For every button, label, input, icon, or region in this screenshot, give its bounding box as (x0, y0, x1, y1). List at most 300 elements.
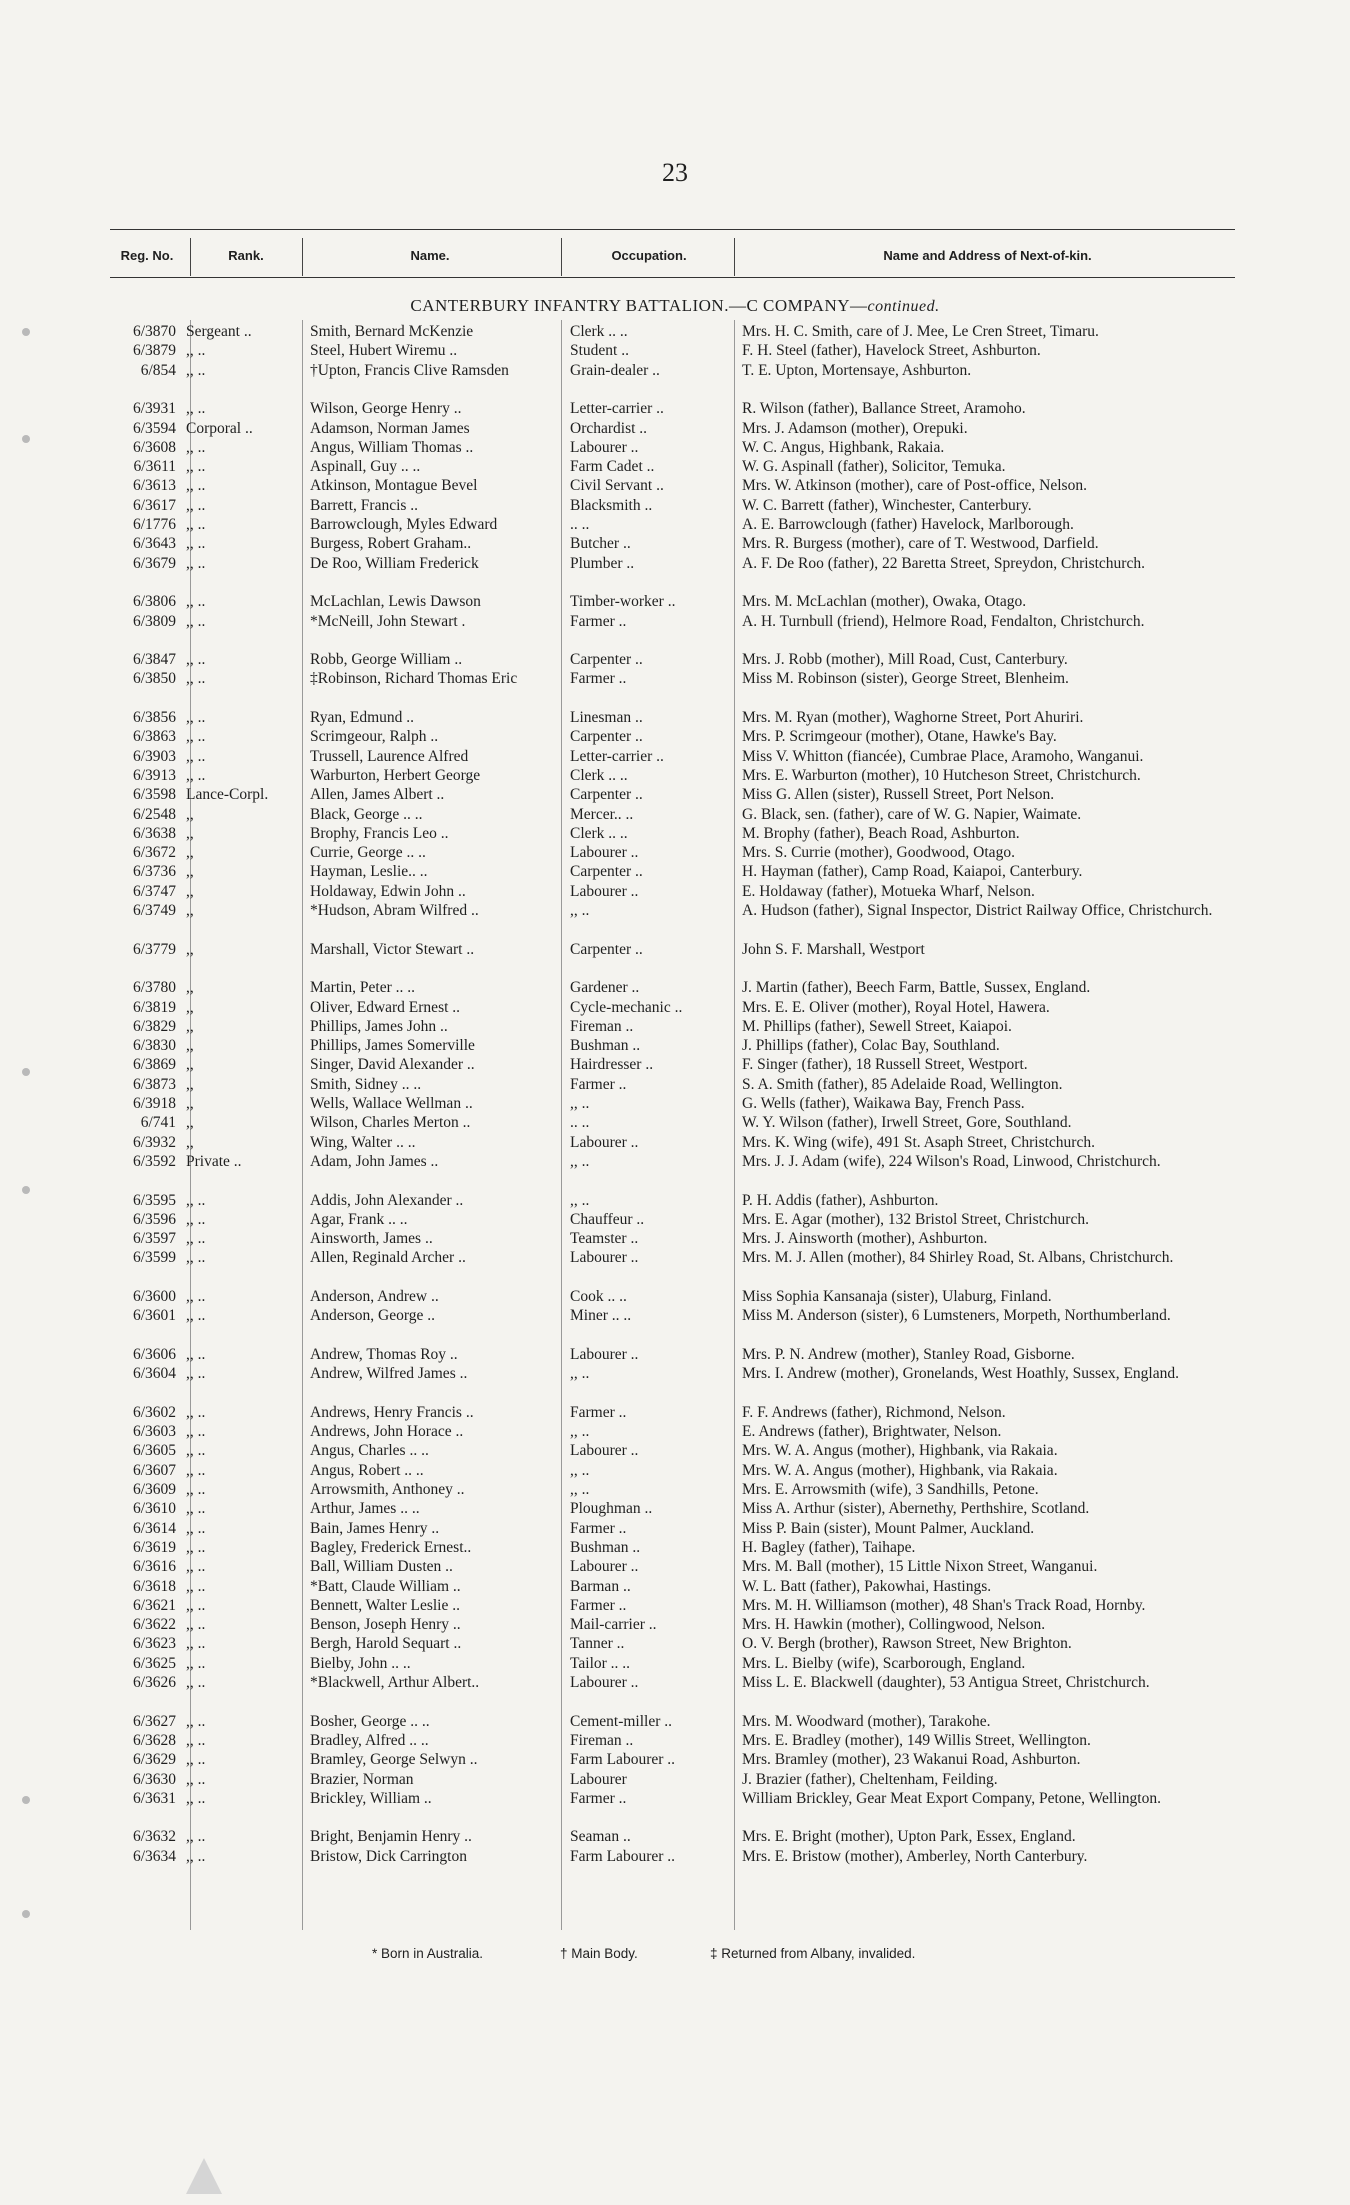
occupation-cell: Tailor .. .. (570, 1654, 631, 1672)
next-of-kin-cell: Mrs. E. Warburton (mother), 10 Hutcheson Street, Christchurch. (742, 766, 1141, 784)
occupation-cell: Carpenter .. (570, 651, 643, 669)
occupation-cell: Letter-carrier .. (570, 747, 664, 765)
name-cell: Bramley, George Selwyn .. (310, 1751, 478, 1769)
occupation-cell: Cement-miller .. (570, 1712, 673, 1730)
name-cell: Holdaway, Edwin John .. (310, 882, 466, 900)
next-of-kin-cell: A. E. Barrowclough (father) Havelock, Marlborough. (742, 516, 1074, 533)
name-cell: Wing, Walter .. .. (310, 1133, 416, 1151)
page-number: 23 (662, 158, 688, 187)
rank-cell: ,, .. (186, 361, 206, 379)
name-cell: Bergh, Harold Sequart .. (310, 1635, 462, 1653)
header-separator (190, 238, 191, 276)
occupation-cell: Bushman .. (570, 1037, 641, 1055)
name-cell: Bosher, George .. .. (310, 1712, 430, 1730)
occupation-cell: Miner .. .. (570, 1307, 632, 1325)
header-bottom-rule (110, 277, 1235, 278)
reg-no-cell: 6/3931 (132, 400, 176, 418)
occupation-cell: Civil Servant .. (570, 477, 664, 495)
occupation-cell: Tanner .. (570, 1635, 625, 1653)
rank-cell: ,, .. (186, 670, 206, 688)
name-cell: Andrews, John Horace .. (310, 1423, 464, 1441)
reg-no-cell: 6/3603 (132, 1423, 176, 1441)
name-cell: Anderson, George .. (310, 1307, 435, 1325)
reg-no-cell: 6/3600 (132, 1288, 176, 1305)
name-cell: Marshall, Victor Stewart .. (310, 940, 475, 958)
reg-no-cell: 6/3616 (132, 1558, 176, 1576)
header-top-rule (110, 229, 1235, 230)
rank-cell: ,, .. (186, 1577, 206, 1595)
column-rule (302, 320, 303, 1930)
name-cell: Steel, Hubert Wiremu .. (310, 342, 458, 360)
occupation-cell: Butcher .. (570, 535, 631, 553)
name-cell: Warburton, Herbert George (310, 766, 481, 784)
rank-cell: ,, .. (186, 1828, 206, 1846)
reg-no-cell: 6/3631 (132, 1789, 176, 1807)
punch-hole-mark (22, 1068, 30, 1076)
reg-no-cell: 6/3819 (132, 998, 176, 1016)
reg-no-cell: 6/3780 (132, 979, 176, 997)
reg-no-cell: 6/3903 (132, 747, 176, 765)
rank-cell: ,, (186, 805, 194, 823)
next-of-kin-cell: Mrs. W. A. Angus (mother), Highbank, via Rakaia. (742, 1442, 1058, 1460)
next-of-kin-cell: A. F. De Roo (father), 22 Baretta Street, Spreydon, Christchurch. (742, 554, 1145, 572)
rank-cell: ,, .. (186, 1596, 206, 1614)
name-cell: Martin, Peter .. .. (310, 979, 416, 997)
column-header-occupation: Occupation. (611, 248, 687, 263)
rank-cell: ,, .. (186, 535, 206, 553)
name-cell: Black, George .. .. (310, 805, 423, 823)
name-cell: Agar, Frank .. .. (310, 1210, 408, 1228)
next-of-kin-cell: W. C. Barrett (father), Winchester, Canterbury. (742, 496, 1032, 514)
name-cell: Arthur, James .. .. (310, 1500, 420, 1518)
rank-cell: ,, .. (186, 1191, 206, 1209)
name-cell: *McNeill, John Stewart . (310, 612, 466, 630)
occupation-cell: Mail-carrier .. (570, 1616, 657, 1634)
occupation-cell: Linesman .. (570, 709, 643, 726)
occupation-cell: Ploughman .. (570, 1500, 653, 1518)
name-cell: De Roo, William Frederick (310, 554, 479, 572)
rank-cell: ,, .. (186, 1654, 206, 1672)
rank-cell: ,, .. (186, 1230, 206, 1248)
column-header-reg-no: Reg. No. (120, 248, 174, 263)
next-of-kin-cell: Mrs. J. Adamson (mother), Orepuki. (742, 419, 968, 437)
occupation-cell: Fireman .. (570, 1731, 634, 1749)
rank-cell: ,, .. (186, 612, 206, 630)
rank-cell: ,, .. (186, 728, 206, 746)
next-of-kin-cell: G. Black, sen. (father), care of W. G. Napier, Waimate. (742, 805, 1082, 823)
rank-cell: ,, (186, 902, 194, 919)
name-cell: Anderson, Andrew .. (310, 1288, 439, 1305)
reg-no-cell: 6/3622 (132, 1616, 176, 1634)
rank-cell: ,, (186, 882, 194, 900)
rank-cell: ,, .. (186, 554, 206, 572)
rank-cell: ,, .. (186, 747, 206, 765)
name-cell: Robb, George William .. (310, 651, 463, 669)
rank-cell: ,, (186, 1075, 194, 1093)
reg-no-cell: 6/3623 (132, 1635, 176, 1653)
occupation-cell: Labourer .. (570, 1133, 639, 1151)
next-of-kin-cell: E. Holdaway (father), Motueka Wharf, Nelson. (742, 882, 1035, 900)
next-of-kin-cell: Mrs. W. Atkinson (mother), care of Post-office, Nelson. (742, 477, 1087, 495)
next-of-kin-cell: Mrs. J. Robb (mother), Mill Road, Cust, Canterbury. (742, 651, 1068, 669)
occupation-cell: Carpenter .. (570, 940, 643, 958)
reg-no-cell: 6/3628 (132, 1731, 176, 1749)
next-of-kin-cell: Mrs. P. N. Andrew (mother), Stanley Road, Gisborne. (742, 1345, 1075, 1363)
reg-no-cell: 6/3604 (132, 1365, 176, 1383)
next-of-kin-cell: William Brickley, Gear Meat Export Company, Petone, Wellington. (742, 1789, 1161, 1807)
reg-no-cell: 6/3638 (132, 824, 176, 842)
rank-cell: ,, (186, 1037, 194, 1055)
occupation-cell: Farmer .. (570, 1403, 627, 1421)
occupation-cell: Student .. (570, 342, 629, 360)
rank-cell: ,, (186, 1017, 194, 1035)
name-cell: Currie, George .. .. (310, 844, 426, 862)
rank-cell: ,, .. (186, 516, 206, 533)
next-of-kin-cell: M. Brophy (father), Beach Road, Ashburton. (742, 824, 1020, 842)
name-cell: Bright, Benjamin Henry .. (310, 1828, 472, 1846)
next-of-kin-cell: J. Brazier (father), Cheltenham, Feilding. (742, 1770, 998, 1788)
name-cell: Barrett, Francis .. (310, 496, 419, 514)
occupation-cell: Carpenter .. (570, 786, 643, 804)
reg-no-cell: 6/1776 (132, 516, 176, 533)
occupation-cell: Gardener .. (570, 979, 640, 997)
reg-no-cell: 6/3869 (132, 1056, 176, 1074)
rank-cell: ,, .. (186, 593, 206, 611)
reg-no-cell: 6/3617 (132, 496, 176, 514)
punch-hole-mark (22, 1186, 30, 1194)
name-cell: McLachlan, Lewis Dawson (310, 593, 481, 611)
name-cell: Smith, Bernard McKenzie (310, 323, 474, 340)
name-cell: Addis, John Alexander .. (310, 1191, 464, 1209)
name-cell: Hayman, Leslie.. .. (310, 863, 428, 881)
reg-no-cell: 6/3829 (132, 1017, 176, 1035)
occupation-cell: Carpenter .. (570, 863, 643, 881)
next-of-kin-cell: Mrs. J. Ainsworth (mother), Ashburton. (742, 1230, 988, 1248)
occupation-cell: Bushman .. (570, 1538, 641, 1556)
name-cell: Andrew, Thomas Roy .. (310, 1345, 458, 1363)
next-of-kin-cell: Mrs. H. C. Smith, care of J. Mee, Le Cren Street, Timaru. (742, 323, 1099, 340)
reg-no-cell: 6/3749 (132, 902, 176, 919)
occupation-cell: Farmer .. (570, 1519, 627, 1537)
occupation-cell: ,, .. (570, 902, 590, 919)
next-of-kin-cell: Miss Sophia Kansanaja (sister), Ulaburg, Finland. (742, 1288, 1052, 1305)
next-of-kin-cell: John S. F. Marshall, Westport (742, 940, 925, 958)
occupation-cell: Farm Labourer .. (570, 1751, 676, 1769)
occupation-cell: Blacksmith .. (570, 496, 653, 514)
rank-cell: Corporal .. (186, 419, 253, 437)
reg-no-cell: 6/3594 (132, 419, 176, 437)
next-of-kin-cell: Mrs. E. Arrowsmith (wife), 3 Sandhills, Petone. (742, 1481, 1039, 1498)
rank-cell: ,, (186, 824, 194, 842)
occupation-cell: ,, .. (570, 1423, 590, 1441)
next-of-kin-cell: Mrs. E. Agar (mother), 132 Bristol Street, Christchurch. (742, 1210, 1089, 1228)
next-of-kin-cell: S. A. Smith (father), 85 Adelaide Road, Wellington. (742, 1075, 1063, 1093)
rank-cell: ,, .. (186, 1616, 206, 1634)
occupation-cell: Labourer .. (570, 1249, 639, 1267)
rank-cell: ,, .. (186, 1519, 206, 1537)
name-cell: Smith, Sidney .. .. (310, 1075, 422, 1093)
reg-no-cell: 6/3932 (132, 1133, 176, 1151)
occupation-cell: Farmer .. (570, 1596, 627, 1614)
next-of-kin-cell: P. H. Addis (father), Ashburton. (742, 1191, 939, 1209)
rank-cell: ,, .. (186, 1712, 206, 1730)
rank-cell: ,, .. (186, 1789, 206, 1807)
occupation-cell: ,, .. (570, 1095, 590, 1112)
occupation-cell: ,, .. (570, 1365, 590, 1383)
reg-no-cell: 6/3599 (132, 1249, 176, 1267)
next-of-kin-cell: Mrs. Bramley (mother), 23 Wakanui Road, Ashburton. (742, 1751, 1081, 1769)
reg-no-cell: 6/3602 (132, 1403, 176, 1421)
page-corner-mark (186, 2158, 222, 2194)
header-separator (302, 238, 303, 276)
reg-no-cell: 6/741 (140, 1114, 176, 1132)
next-of-kin-cell: Mrs. M. H. Williamson (mother), 48 Shan's Track Road, Hornby. (742, 1596, 1146, 1614)
occupation-cell: Grain-dealer .. (570, 361, 660, 379)
name-cell: Bagley, Frederick Ernest.. (310, 1538, 472, 1556)
header-separator (734, 238, 735, 276)
rank-cell: ,, .. (186, 1307, 206, 1325)
next-of-kin-cell: Mrs. E. Bright (mother), Upton Park, Essex, England. (742, 1828, 1076, 1846)
rank-cell: ,, .. (186, 1365, 206, 1383)
rank-cell: ,, (186, 1095, 194, 1112)
name-cell: Phillips, James John .. (310, 1017, 448, 1035)
occupation-cell: Farmer .. (570, 1789, 627, 1807)
occupation-cell: .. .. (570, 1114, 590, 1132)
next-of-kin-cell: Mrs. K. Wing (wife), 491 St. Asaph Street, Christchurch. (742, 1133, 1095, 1151)
next-of-kin-cell: Mrs. R. Burgess (mother), care of T. Westwood, Darfield. (742, 535, 1099, 553)
reg-no-cell: 6/3630 (132, 1770, 176, 1788)
next-of-kin-cell: W. L. Batt (father), Pakowhai, Hastings. (742, 1577, 992, 1595)
occupation-cell: Fireman .. (570, 1017, 634, 1035)
occupation-cell: Mercer.. .. (570, 805, 634, 823)
next-of-kin-cell: A. Hudson (father), Signal Inspector, District Railway Office, Christchurch. (742, 902, 1213, 919)
occupation-cell: ,, .. (570, 1461, 590, 1479)
next-of-kin-cell: H. Hayman (father), Camp Road, Kaiapoi, Canterbury. (742, 863, 1083, 881)
rank-cell: ,, (186, 998, 194, 1016)
reg-no-cell: 6/3918 (132, 1095, 176, 1112)
name-cell: †Upton, Francis Clive Ramsden (310, 361, 509, 379)
name-cell: Angus, Charles .. .. (310, 1442, 429, 1460)
reg-no-cell: 6/3747 (132, 882, 176, 900)
occupation-cell: Labourer .. (570, 882, 639, 900)
next-of-kin-cell: Mrs. M. McLachlan (mother), Owaka, Otago. (742, 593, 1027, 611)
reg-no-cell: 6/3605 (132, 1442, 176, 1460)
name-cell: Allen, Reginald Archer .. (310, 1249, 466, 1267)
punch-hole-mark (22, 435, 30, 443)
name-cell: Bennett, Walter Leslie .. (310, 1596, 460, 1614)
reg-no-cell: 6/3779 (132, 940, 176, 958)
rank-cell: ,, (186, 979, 194, 997)
rank-cell: ,, .. (186, 400, 206, 418)
occupation-cell: Letter-carrier .. (570, 400, 664, 418)
name-cell: Brophy, Francis Leo .. (310, 824, 449, 842)
punch-hole-mark (22, 1910, 30, 1918)
occupation-cell: Labourer (570, 1770, 627, 1788)
reg-no-cell: 6/3610 (132, 1500, 176, 1518)
name-cell: Angus, William Thomas .. (310, 438, 474, 456)
next-of-kin-cell: Miss G. Allen (sister), Russell Street, Port Nelson. (742, 786, 1055, 804)
occupation-cell: ,, .. (570, 1191, 590, 1209)
next-of-kin-cell: W. C. Angus, Highbank, Rakaia. (742, 438, 945, 456)
name-cell: Aspinall, Guy .. .. (310, 458, 421, 476)
name-cell: Barrowclough, Myles Edward (310, 516, 498, 533)
name-cell: ‡Robinson, Richard Thomas Eric (310, 670, 518, 688)
next-of-kin-cell: Mrs. M. Woodward (mother), Tarakohe. (742, 1712, 991, 1730)
name-cell: Ball, William Dusten .. (310, 1558, 453, 1576)
rank-cell: ,, (186, 1114, 194, 1132)
name-cell: Singer, David Alexander .. (310, 1056, 475, 1074)
reg-no-cell: 6/3806 (132, 593, 176, 611)
name-cell: Brickley, William .. (310, 1789, 432, 1807)
reg-no-cell: 6/3611 (133, 458, 176, 476)
rank-cell: ,, .. (186, 1770, 206, 1788)
rank-cell: ,, .. (186, 1288, 206, 1305)
rank-cell: ,, (186, 863, 194, 881)
rank-cell: ,, .. (186, 342, 206, 360)
column-header-name: Name. (410, 248, 450, 263)
column-rule (561, 320, 562, 1930)
rank-cell: ,, .. (186, 1674, 206, 1691)
reg-no-cell: 6/3606 (132, 1345, 176, 1363)
next-of-kin-cell: J. Martin (father), Beech Farm, Battle, Sussex, England. (742, 979, 1091, 997)
reg-no-cell: 6/3863 (132, 728, 176, 746)
next-of-kin-cell: Mrs. E. E. Oliver (mother), Royal Hotel, Hawera. (742, 998, 1050, 1016)
next-of-kin-cell: Miss V. Whitton (fiancée), Cumbrae Place, Aramoho, Wanganui. (742, 747, 1144, 765)
occupation-cell: Clerk .. .. (570, 766, 628, 784)
reg-no-cell: 6/3626 (132, 1674, 176, 1691)
occupation-cell: Farmer .. (570, 670, 627, 688)
occupation-cell: Teamster .. (570, 1230, 639, 1248)
next-of-kin-cell: Miss A. Arthur (sister), Abernethy, Perthshire, Scotland. (742, 1500, 1090, 1518)
next-of-kin-cell: F. Singer (father), 18 Russell Street, Westport. (742, 1056, 1028, 1074)
rank-cell: ,, .. (186, 1481, 206, 1498)
name-cell: *Batt, Claude William .. (310, 1577, 461, 1595)
rank-cell: ,, .. (186, 651, 206, 669)
reg-no-cell: 6/3627 (132, 1712, 176, 1730)
section-title: CANTERBURY INFANTRY BATTALION.—C COMPANY—continued. (410, 296, 940, 315)
next-of-kin-cell: Mrs. L. Bielby (wife), Scarborough, England. (742, 1654, 1026, 1672)
name-cell: Trussell, Laurence Alfred (310, 747, 469, 765)
name-cell: *Hudson, Abram Wilfred .. (310, 902, 479, 919)
occupation-cell: Cycle-mechanic .. (570, 998, 683, 1016)
reg-no-cell: 6/3607 (132, 1461, 176, 1479)
reg-no-cell: 6/854 (140, 361, 176, 379)
reg-no-cell: 6/3609 (132, 1481, 176, 1498)
name-cell: Bain, James Henry .. (310, 1519, 440, 1537)
occupation-cell: .. .. (570, 516, 590, 533)
occupation-cell: Seaman .. (570, 1828, 631, 1846)
reg-no-cell: 6/3601 (132, 1307, 176, 1325)
occupation-cell: Labourer .. (570, 1442, 639, 1460)
occupation-cell: Cook .. .. (570, 1288, 627, 1305)
reg-no-cell: 6/3608 (132, 438, 176, 456)
reg-no-cell: 6/3736 (132, 863, 176, 881)
next-of-kin-cell: Mrs. M. Ball (mother), 15 Little Nixon Street, Wanganui. (742, 1558, 1098, 1576)
reg-no-cell: 6/3614 (132, 1519, 176, 1537)
name-cell: Bradley, Alfred .. .. (310, 1731, 429, 1749)
next-of-kin-cell: Miss M. Anderson (sister), 6 Lumsteners, Morpeth, Northumberland. (742, 1307, 1171, 1325)
rank-cell: ,, .. (186, 496, 206, 514)
reg-no-cell: 6/3672 (132, 844, 176, 862)
name-cell: Ryan, Edmund .. (310, 709, 414, 726)
next-of-kin-cell: T. E. Upton, Mortensaye, Ashburton. (742, 361, 972, 379)
name-cell: Oliver, Edward Ernest .. (310, 998, 461, 1016)
occupation-cell: Labourer .. (570, 1674, 639, 1691)
next-of-kin-cell: H. Bagley (father), Taihape. (742, 1538, 916, 1556)
punch-hole-mark (22, 1796, 30, 1804)
occupation-cell: Orchardist .. (570, 419, 648, 437)
reg-no-cell: 6/3632 (132, 1828, 176, 1846)
rank-cell: ,, .. (186, 477, 206, 495)
reg-no-cell: 6/3596 (132, 1210, 176, 1228)
occupation-cell: Timber-worker .. (570, 593, 676, 611)
occupation-cell: Labourer .. (570, 438, 639, 456)
name-cell: *Blackwell, Arthur Albert.. (310, 1674, 480, 1691)
reg-no-cell: 6/3850 (132, 670, 176, 688)
footnote-born: * Born in Australia. (372, 1946, 484, 1961)
punch-hole-mark (22, 328, 30, 336)
reg-no-cell: 6/3809 (132, 612, 176, 630)
reg-no-cell: 6/3847 (132, 651, 176, 669)
occupation-cell: Labourer .. (570, 1558, 639, 1576)
next-of-kin-cell: O. V. Bergh (brother), Rawson Street, New Brighton. (742, 1635, 1072, 1653)
reg-no-cell: 6/3613 (132, 477, 176, 495)
name-cell: Burgess, Robert Graham.. (310, 535, 472, 553)
occupation-cell: Chauffeur .. (570, 1210, 645, 1228)
name-cell: Bielby, John .. .. (310, 1654, 411, 1672)
reg-no-cell: 6/3597 (132, 1230, 176, 1248)
column-header-rank: Rank. (228, 248, 264, 263)
column-rule (734, 320, 735, 1930)
reg-no-cell: 6/3830 (132, 1037, 176, 1055)
rank-cell: ,, .. (186, 1731, 206, 1749)
reg-no-cell: 6/3913 (132, 766, 176, 784)
next-of-kin-cell: Mrs. I. Andrew (mother), Gronelands, West Hoathly, Sussex, England. (742, 1365, 1179, 1383)
reg-no-cell: 6/3621 (132, 1596, 176, 1614)
reg-no-cell: 6/3619 (132, 1538, 176, 1556)
rank-cell: ,, .. (186, 1442, 206, 1460)
name-cell: Ainsworth, James .. (310, 1230, 433, 1248)
next-of-kin-cell: W. G. Aspinall (father), Solicitor, Temuka. (742, 458, 1006, 476)
name-cell: Angus, Robert .. .. (310, 1461, 424, 1479)
next-of-kin-cell: Mrs. M. J. Allen (mother), 84 Shirley Road, St. Albans, Christchurch. (742, 1249, 1174, 1267)
header-separator (561, 238, 562, 276)
rank-cell: ,, (186, 940, 194, 958)
occupation-cell: Clerk .. .. (570, 323, 628, 340)
next-of-kin-cell: M. Phillips (father), Sewell Street, Kaiapoi. (742, 1017, 1012, 1035)
reg-no-cell: 6/3873 (132, 1075, 176, 1093)
next-of-kin-cell: Miss M. Robinson (sister), George Street, Blenheim. (742, 670, 1069, 688)
rank-cell: ,, .. (186, 1538, 206, 1556)
reg-no-cell: 6/2548 (132, 805, 176, 823)
occupation-cell: Labourer .. (570, 1345, 639, 1363)
column-header-next-of-kin: Name and Address of Next-of-kin. (883, 248, 1092, 263)
name-cell: Adam, John James .. (310, 1152, 439, 1170)
rank-cell: Private .. (186, 1152, 242, 1170)
next-of-kin-cell: Mrs. W. A. Angus (mother), Highbank, via Rakaia. (742, 1461, 1058, 1479)
name-cell: Benson, Joseph Henry .. (310, 1616, 461, 1634)
next-of-kin-cell: Miss L. E. Blackwell (daughter), 53 Antigua Street, Christchurch. (742, 1674, 1150, 1691)
rank-cell: Sergeant .. (186, 323, 252, 340)
rank-cell: ,, .. (186, 1210, 206, 1228)
next-of-kin-cell: R. Wilson (father), Ballance Street, Aramoho. (742, 400, 1026, 418)
rank-cell: Lance-Corpl. (186, 786, 269, 804)
name-cell: Andrew, Wilfred James .. (310, 1365, 468, 1383)
rank-cell: ,, .. (186, 766, 206, 784)
rank-cell: ,, .. (186, 1423, 206, 1441)
name-cell: Wells, Wallace Wellman .. (310, 1095, 473, 1112)
next-of-kin-cell: Mrs. S. Currie (mother), Goodwood, Otago. (742, 844, 1015, 862)
